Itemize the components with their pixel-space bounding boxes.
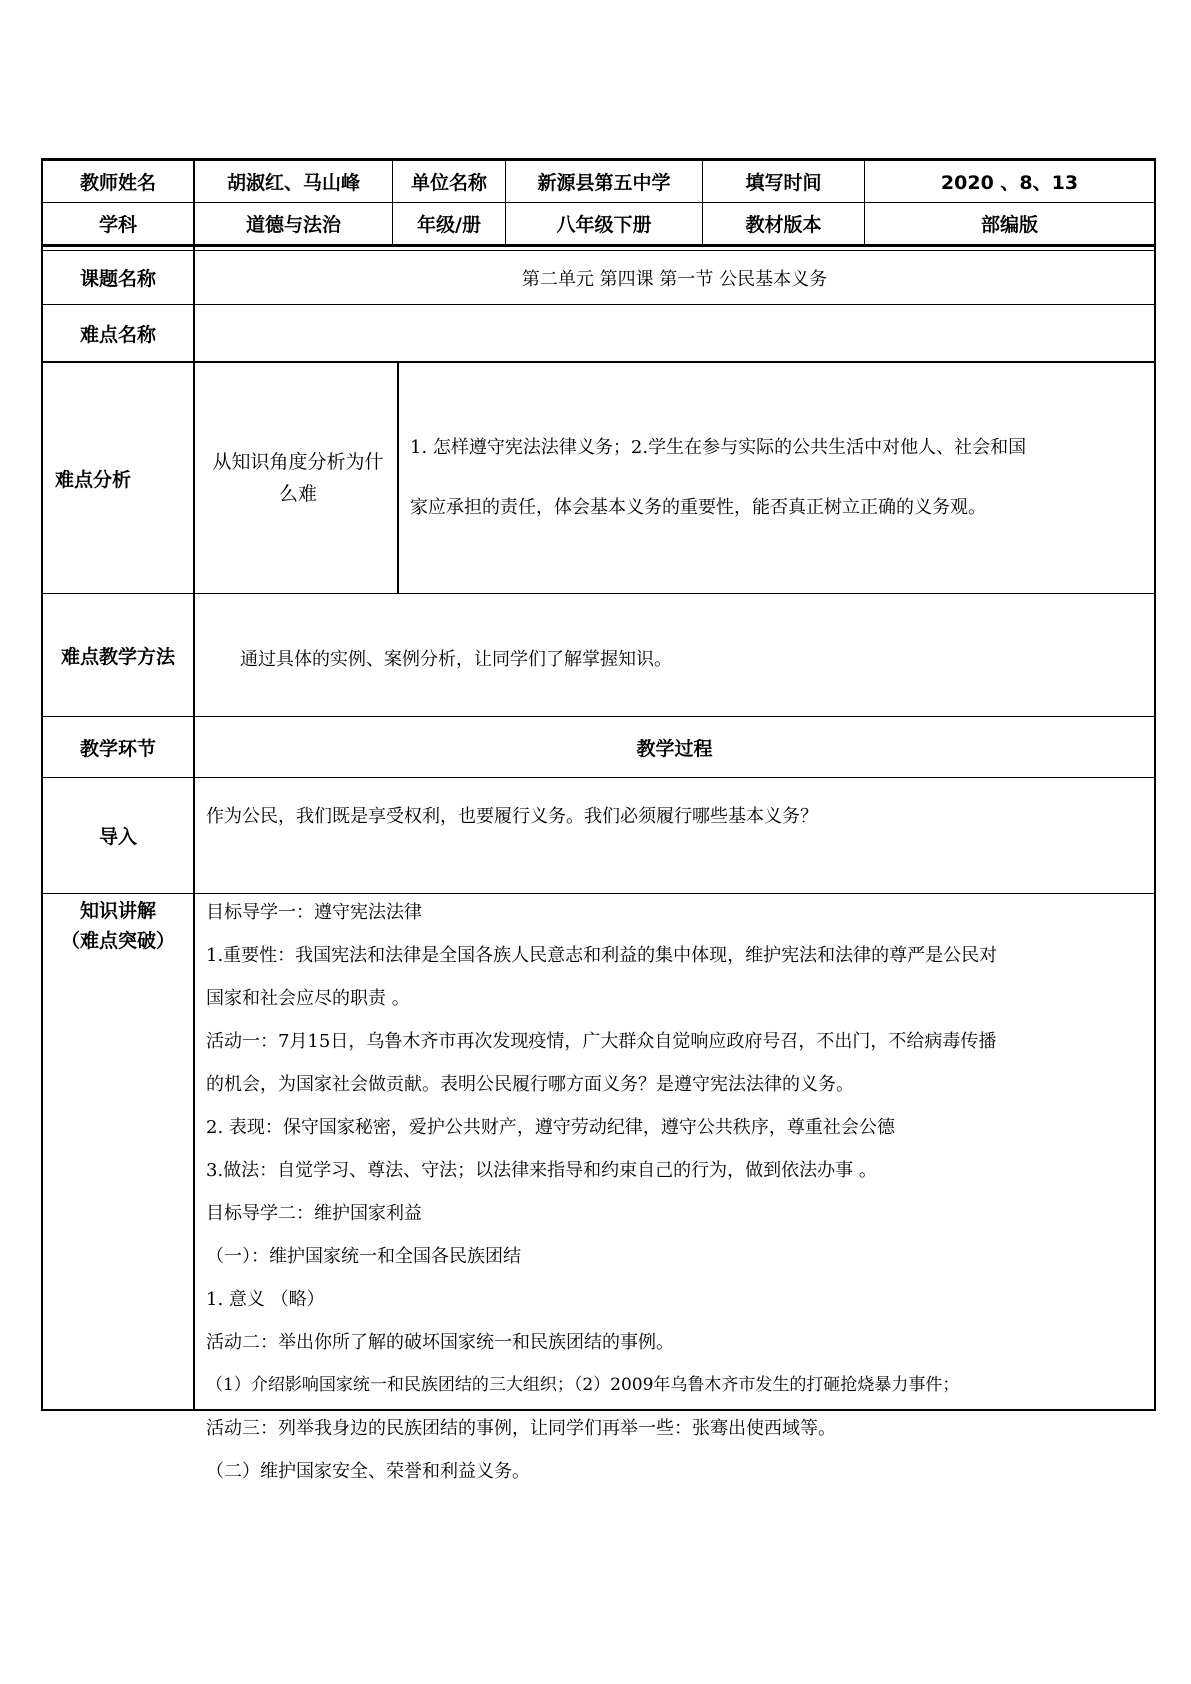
knowledge-line: （1）介绍影响国家统一和民族团结的三大组织；（2）2009年乌鲁木齐市发生的打砸抢烧暴力事件；: [206, 1375, 960, 1395]
difficulty-analysis-sublabel: 从知识角度分析为什么难: [212, 451, 384, 505]
unit-name-label: 单位名称: [410, 172, 487, 194]
knowledge-label-line1: 知识讲解: [79, 900, 156, 922]
teaching-method-value: 通过具体的实例、案例分析，让同学们了解掌握知识。: [240, 649, 672, 670]
unit-name-value: 新源县第五中学: [537, 172, 671, 194]
knowledge-line: 国家和社会应尽的职责 。: [206, 988, 410, 1009]
teacher-name-value: 胡淑红、马山峰: [226, 172, 360, 194]
subject-label: 学科: [98, 214, 137, 236]
edition-label: 教材版本: [745, 214, 822, 236]
intro-value: 作为公民，我们既是享受权利，也要履行义务。我们必须履行哪些基本义务？: [206, 806, 818, 827]
knowledge-line: 活动二：举出你所了解的破坏国家统一和民族团结的事例。: [206, 1332, 674, 1353]
fill-date-label: 填写时间: [745, 172, 822, 194]
knowledge-line: 活动三：列举我身边的民族团结的事例，让同学们再举一些：张骞出使西域等。: [206, 1418, 836, 1439]
knowledge-line: 目标导学二：维护国家利益: [206, 1203, 422, 1224]
process-step-label: 教学环节: [79, 737, 156, 760]
difficulty-analysis-label: 难点分析: [55, 468, 132, 491]
edition-value: 部编版: [980, 214, 1038, 236]
knowledge-line: 1.重要性：我国宪法和法律是全国各族人民意志和利益的集中体现，维护宪法和法律的尊严是公民对: [206, 945, 998, 966]
teacher-name-label: 教师姓名: [79, 172, 156, 194]
difficulty-analysis-line: 1. 怎样遵守宪法法律义务；2.学生在参与实际的公共生活中对他人、社会和国: [410, 437, 1027, 458]
difficulty-analysis-text: [410, 418, 1150, 538]
knowledge-line: 3.做法：自觉学习、尊法、守法；以法律来指导和约束自己的行为，做到依法办事 。: [206, 1160, 877, 1181]
intro-label: 导入: [98, 826, 137, 848]
knowledge-label: [43, 896, 193, 956]
fill-date-value: 2020 、8、13: [940, 172, 1079, 194]
knowledge-content: [206, 891, 1151, 1493]
difficulty-name-label: 难点名称: [79, 323, 156, 346]
knowledge-line: 2. 表现：保守国家秘密，爱护公共财产，遵守劳动纪律，遵守公共秩序，尊重社会公德: [206, 1117, 895, 1138]
teaching-method-label: 难点教学方法: [60, 645, 175, 668]
knowledge-line: （二）维护国家安全、荣誉和利益义务。: [206, 1461, 530, 1482]
topic-label: 课题名称: [79, 268, 156, 290]
knowledge-line: 活动一：7月15日，乌鲁木齐市再次发现疫情，广大群众自觉响应政府号召，不出门，不给病毒传播: [206, 1031, 997, 1052]
knowledge-line: 的机会，为国家社会做贡献。表明公民履行哪方面义务？是遵守宪法法律的义务。: [206, 1074, 854, 1095]
difficulty-analysis-line: 家应承担的责任，体会基本义务的重要性，能否真正树立正确的义务观。: [410, 497, 986, 518]
subject-value: 道德与法治: [245, 214, 341, 236]
process-header-value: 教学过程: [636, 737, 713, 760]
knowledge-line: 目标导学一：遵守宪法法律: [206, 902, 422, 923]
knowledge-line: （一）：维护国家统一和全国各民族团结: [206, 1246, 521, 1267]
grade-value: 八年级下册: [556, 214, 652, 236]
difficulty-name-value: [195, 305, 1154, 361]
topic-value: 第二单元 第四课 第一节 公民基本义务: [521, 268, 828, 290]
knowledge-line: 1. 意义 （略）: [206, 1289, 325, 1310]
knowledge-label-line2: （难点突破）: [60, 930, 175, 952]
grade-label: 年级/册: [417, 214, 481, 236]
